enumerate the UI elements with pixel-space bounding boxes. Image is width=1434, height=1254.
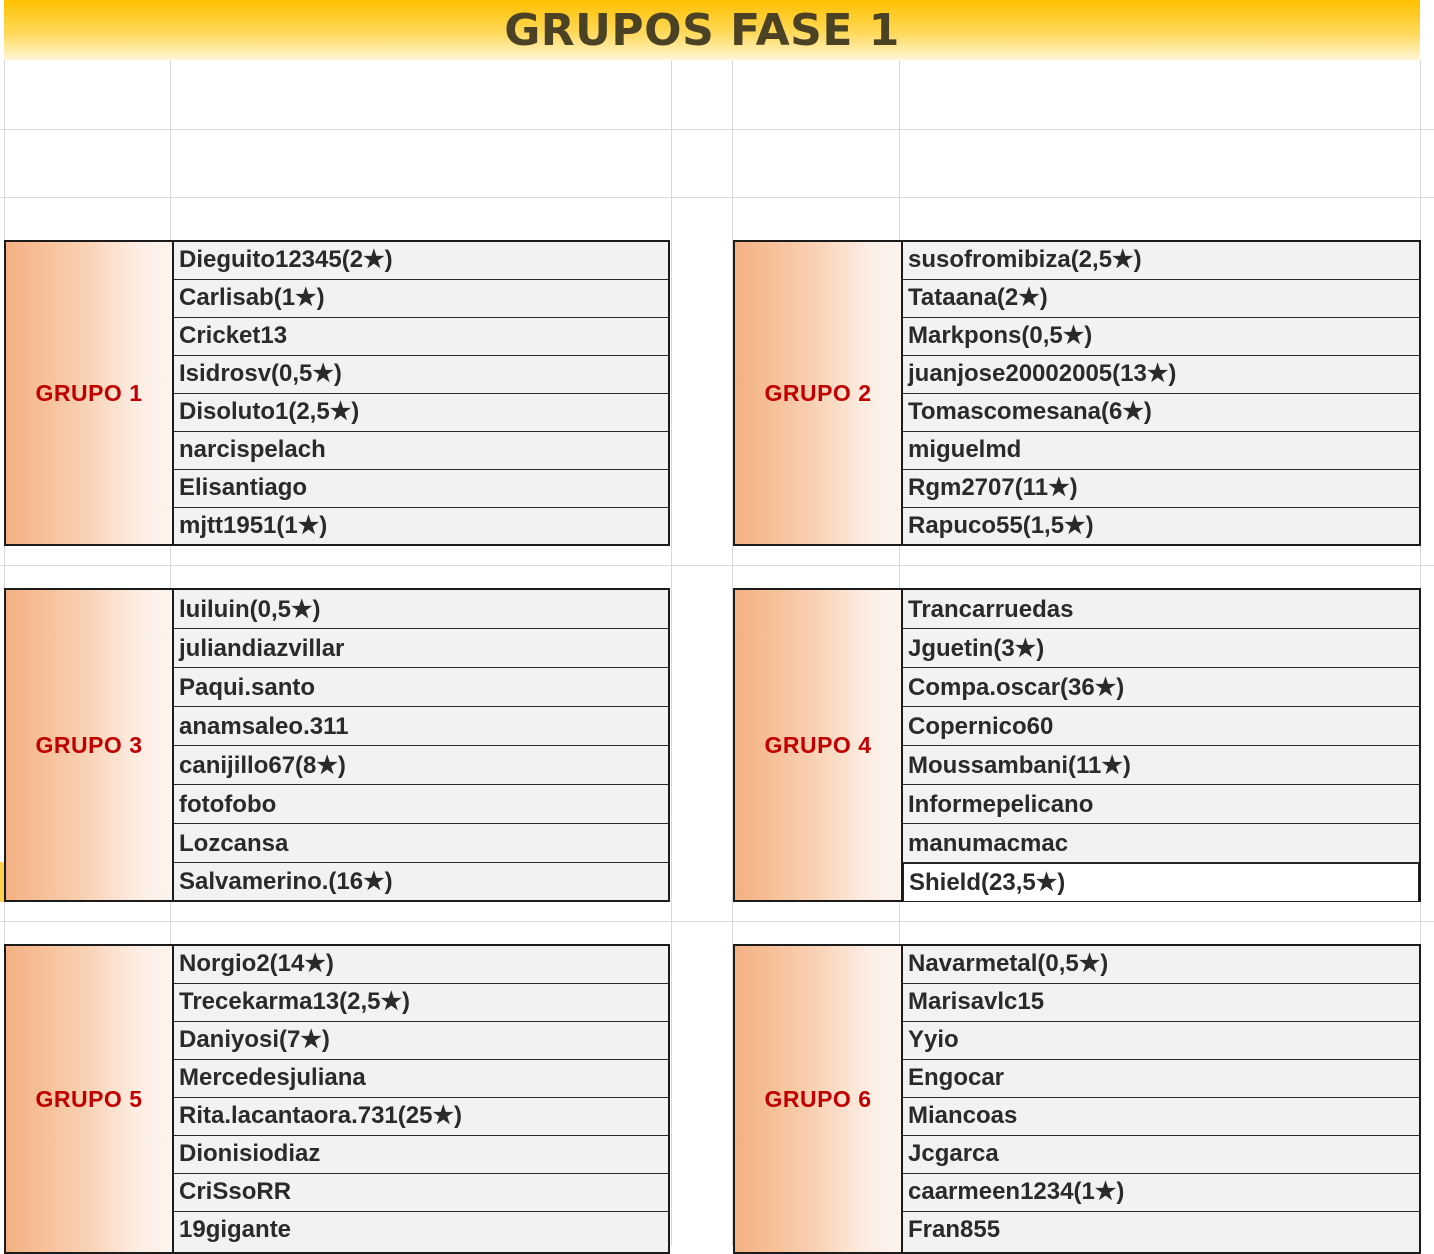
player-list <box>903 946 1419 1252</box>
group-label-text: GRUPO 1 <box>35 379 143 406</box>
player-cell[interactable]: manumacmac <box>903 824 1419 863</box>
player-cell[interactable]: Marisavlc15 <box>903 984 1419 1022</box>
player-cell[interactable]: juliandiazvillar <box>174 629 668 668</box>
player-list <box>174 242 668 544</box>
player-list <box>903 590 1419 900</box>
player-cell[interactable]: Tomascomesana(6★) <box>903 394 1419 432</box>
gridline <box>671 60 672 1246</box>
group-4 <box>733 588 1421 902</box>
player-cell[interactable]: Navarmetal(0,5★) <box>903 946 1419 984</box>
player-cell[interactable]: Jguetin(3★) <box>903 629 1419 668</box>
player-cell[interactable]: Rita.lacantaora.731(25★) <box>174 1098 668 1136</box>
group-label <box>735 946 903 1252</box>
player-cell[interactable]: Disoluto1(2,5★) <box>174 394 668 432</box>
player-cell[interactable]: juanjose20002005(13★) <box>903 356 1419 394</box>
player-cell[interactable]: 19gigante <box>179 1216 292 1243</box>
gridline <box>0 921 1434 922</box>
group-label-text: GRUPO 2 <box>764 379 872 406</box>
group-label <box>6 242 174 544</box>
player-cell[interactable]: Yyio <box>903 1022 1419 1060</box>
group-1 <box>4 240 670 546</box>
player-cell[interactable]: Salvamerino.(16★) <box>179 868 393 895</box>
player-cell[interactable]: Jcgarca <box>903 1136 1419 1174</box>
player-cell[interactable]: mjtt1951(1★) <box>179 512 328 539</box>
player-cell[interactable]: luiluin(0,5★) <box>174 590 668 629</box>
player-cell[interactable]: Trancarruedas <box>903 590 1419 629</box>
gridline <box>0 565 1434 566</box>
player-cell[interactable]: fotofobo <box>174 785 668 824</box>
player-cell[interactable]: Engocar <box>903 1060 1419 1098</box>
player-cell[interactable]: canijillo67(8★) <box>174 746 668 785</box>
player-cell[interactable]: Paqui.santo <box>174 668 668 707</box>
group-label <box>6 946 174 1252</box>
player-cell[interactable]: Tataana(2★) <box>903 280 1419 318</box>
group-2 <box>733 240 1421 546</box>
player-cell[interactable]: Miancoas <box>903 1098 1419 1136</box>
group-5 <box>4 944 670 1254</box>
group-label <box>6 590 174 900</box>
player-cell[interactable]: CriSsoRR <box>174 1174 668 1212</box>
player-cell[interactable]: Copernico60 <box>903 707 1419 746</box>
group-label-text: GRUPO 4 <box>764 731 872 758</box>
player-cell[interactable]: Elisantiago <box>174 470 668 508</box>
player-list <box>903 242 1419 544</box>
player-cell[interactable]: Lozcansa <box>174 824 668 863</box>
player-cell[interactable]: Rapuco55(1,5★) <box>908 512 1094 539</box>
group-label-text: GRUPO 5 <box>35 1085 143 1112</box>
group-6 <box>733 944 1421 1254</box>
group-label <box>735 590 903 900</box>
player-cell[interactable]: miguelmd <box>903 432 1419 470</box>
sheet-title: GRUPOS FASE 1 <box>504 4 900 56</box>
title-band <box>4 0 1420 60</box>
player-cell[interactable]: Norgio2(14★) <box>174 946 668 984</box>
player-list <box>174 946 668 1252</box>
player-cell[interactable]: susofromibiza(2,5★) <box>903 242 1419 280</box>
group-3 <box>4 588 670 902</box>
player-cell[interactable]: narcispelach <box>174 432 668 470</box>
player-cell-selected[interactable]: Shield(23,5★) <box>903 863 1419 902</box>
player-cell[interactable]: Cricket13 <box>174 318 668 356</box>
player-cell[interactable]: caarmeen1234(1★) <box>903 1174 1419 1212</box>
player-cell[interactable]: Moussambani(11★) <box>903 746 1419 785</box>
player-cell[interactable]: Informepelicano <box>903 785 1419 824</box>
player-cell[interactable]: Rgm2707(11★) <box>903 470 1419 508</box>
player-cell[interactable]: Dieguito12345(2★) <box>174 242 668 280</box>
player-cell[interactable]: Fran855 <box>908 1216 1001 1243</box>
player-cell[interactable]: Trecekarma13(2,5★) <box>174 984 668 1022</box>
player-cell[interactable]: Isidrosv(0,5★) <box>174 356 668 394</box>
player-cell[interactable]: Mercedesjuliana <box>174 1060 668 1098</box>
group-label-text: GRUPO 3 <box>35 731 143 758</box>
player-cell[interactable]: Dionisiodiaz <box>174 1136 668 1174</box>
player-cell[interactable]: Compa.oscar(36★) <box>903 668 1419 707</box>
player-cell[interactable]: Daniyosi(7★) <box>174 1022 668 1060</box>
gridline <box>0 197 1434 198</box>
group-label <box>735 242 903 544</box>
player-cell[interactable]: Carlisab(1★) <box>174 280 668 318</box>
player-cell[interactable]: Markpons(0,5★) <box>903 318 1419 356</box>
player-cell[interactable]: anamsaleo.311 <box>174 707 668 746</box>
player-list <box>174 590 668 900</box>
gridline <box>0 129 1434 130</box>
group-label-text: GRUPO 6 <box>764 1085 872 1112</box>
